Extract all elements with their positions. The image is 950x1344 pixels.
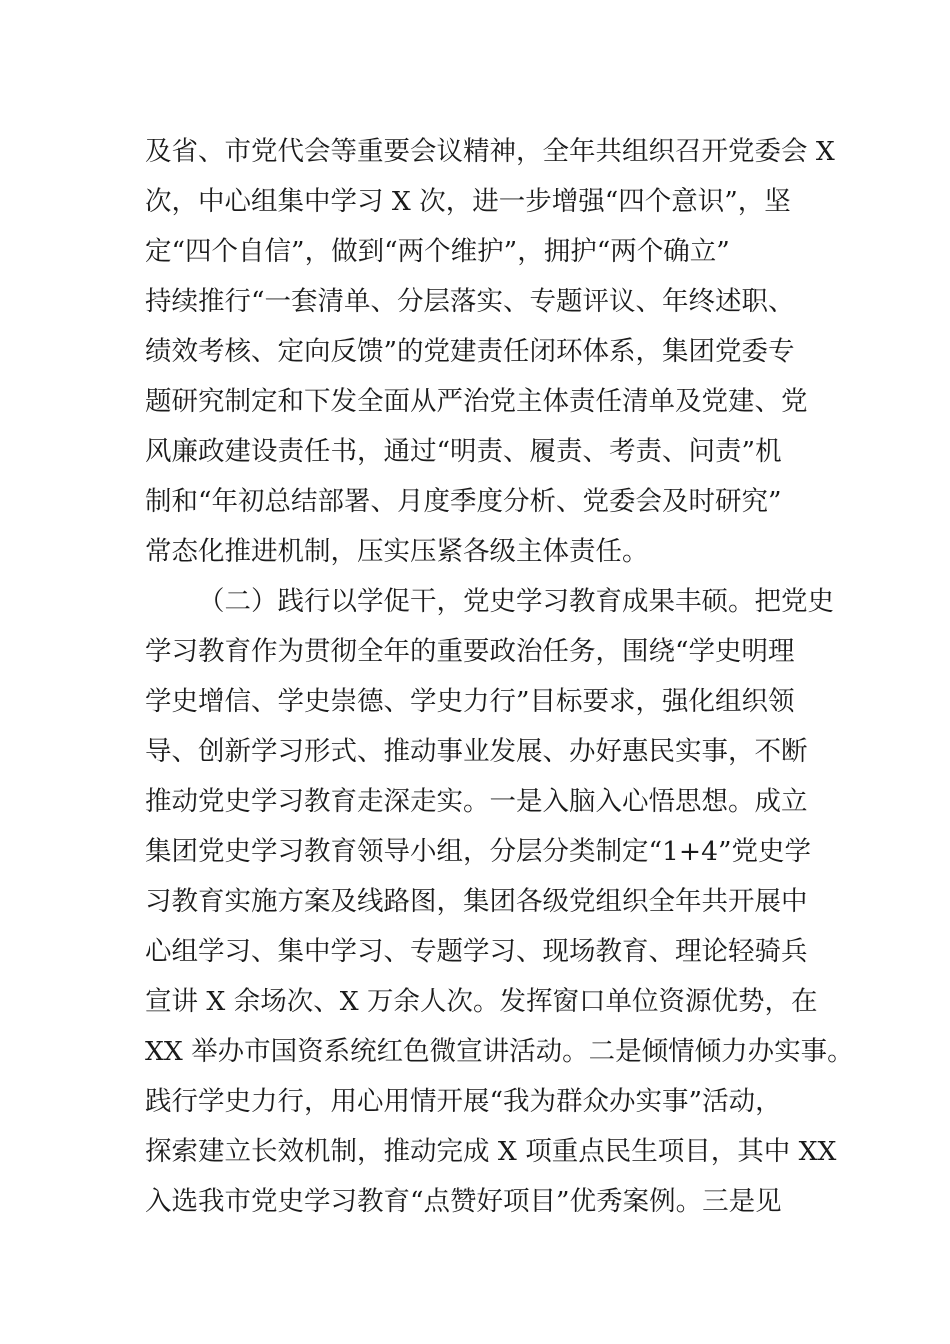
paragraph-line: XX 举办市国资系统红色微宣讲活动。二是倾情倾力办实事。: [145, 1036, 854, 1067]
paragraph-line: 绩效考核、定向反馈”的党建责任闭环体系，集团党委专: [145, 336, 795, 367]
paragraph-line: 学习教育作为贯彻全年的重要政治任务，围绕“学史明理: [145, 636, 795, 667]
paragraph-line: 集团党史学习教育领导小组，分层分类制定“1+4”党史学: [145, 836, 812, 867]
paragraph-line: 探索建立长效机制，推动完成 X 项重点民生项目，其中 XX: [145, 1136, 837, 1167]
paragraph-line: 定“四个自信”，做到“两个维护”，拥护“两个确立”: [145, 236, 730, 267]
paragraph-line: 次，中心组集中学习 X 次，进一步增强“四个意识”，坚: [145, 186, 791, 217]
paragraph-line: 心组学习、集中学习、专题学习、现场教育、理论轻骑兵: [145, 936, 808, 967]
paragraph-line: 风廉政建设责任书，通过“明责、履责、考责、问责”机: [145, 436, 782, 467]
section-heading-line: （二）践行以学促干，党史学习教育成果丰硕。把党史: [198, 586, 834, 617]
paragraph-line: 持续推行“一套清单、分层落实、专题评议、年终述职、: [145, 286, 795, 317]
paragraph-line: 践行学史力行，用心用情开展“我为群众办实事”活动，: [145, 1086, 782, 1117]
paragraph-line: 制和“年初总结部署、月度季度分析、党委会及时研究”: [145, 486, 782, 517]
paragraph-line: 题研究制定和下发全面从严治党主体责任清单及党建、党: [145, 386, 808, 417]
paragraph-line: 推动党史学习教育走深走实。一是入脑入心悟思想。成立: [145, 786, 808, 817]
paragraph-line: 宣讲 X 余场次、X 万余人次。发挥窗口单位资源优势，在: [145, 986, 818, 1017]
paragraph-line: 及省、市党代会等重要会议精神，全年共组织召开党委会 X: [145, 136, 835, 167]
paragraph-line: 学史增信、学史崇德、学史力行”目标要求，强化组织领: [145, 686, 795, 717]
paragraph-line: 常态化推进机制，压实压紧各级主体责任。: [145, 536, 649, 567]
paragraph-line: 入选我市党史学习教育“点赞好项目”优秀案例。三是见: [145, 1186, 782, 1217]
paragraph-line: 习教育实施方案及线路图，集团各级党组织全年共开展中: [145, 886, 808, 917]
paragraph-line: 导、创新学习形式、推动事业发展、办好惠民实事，不断: [145, 736, 808, 767]
